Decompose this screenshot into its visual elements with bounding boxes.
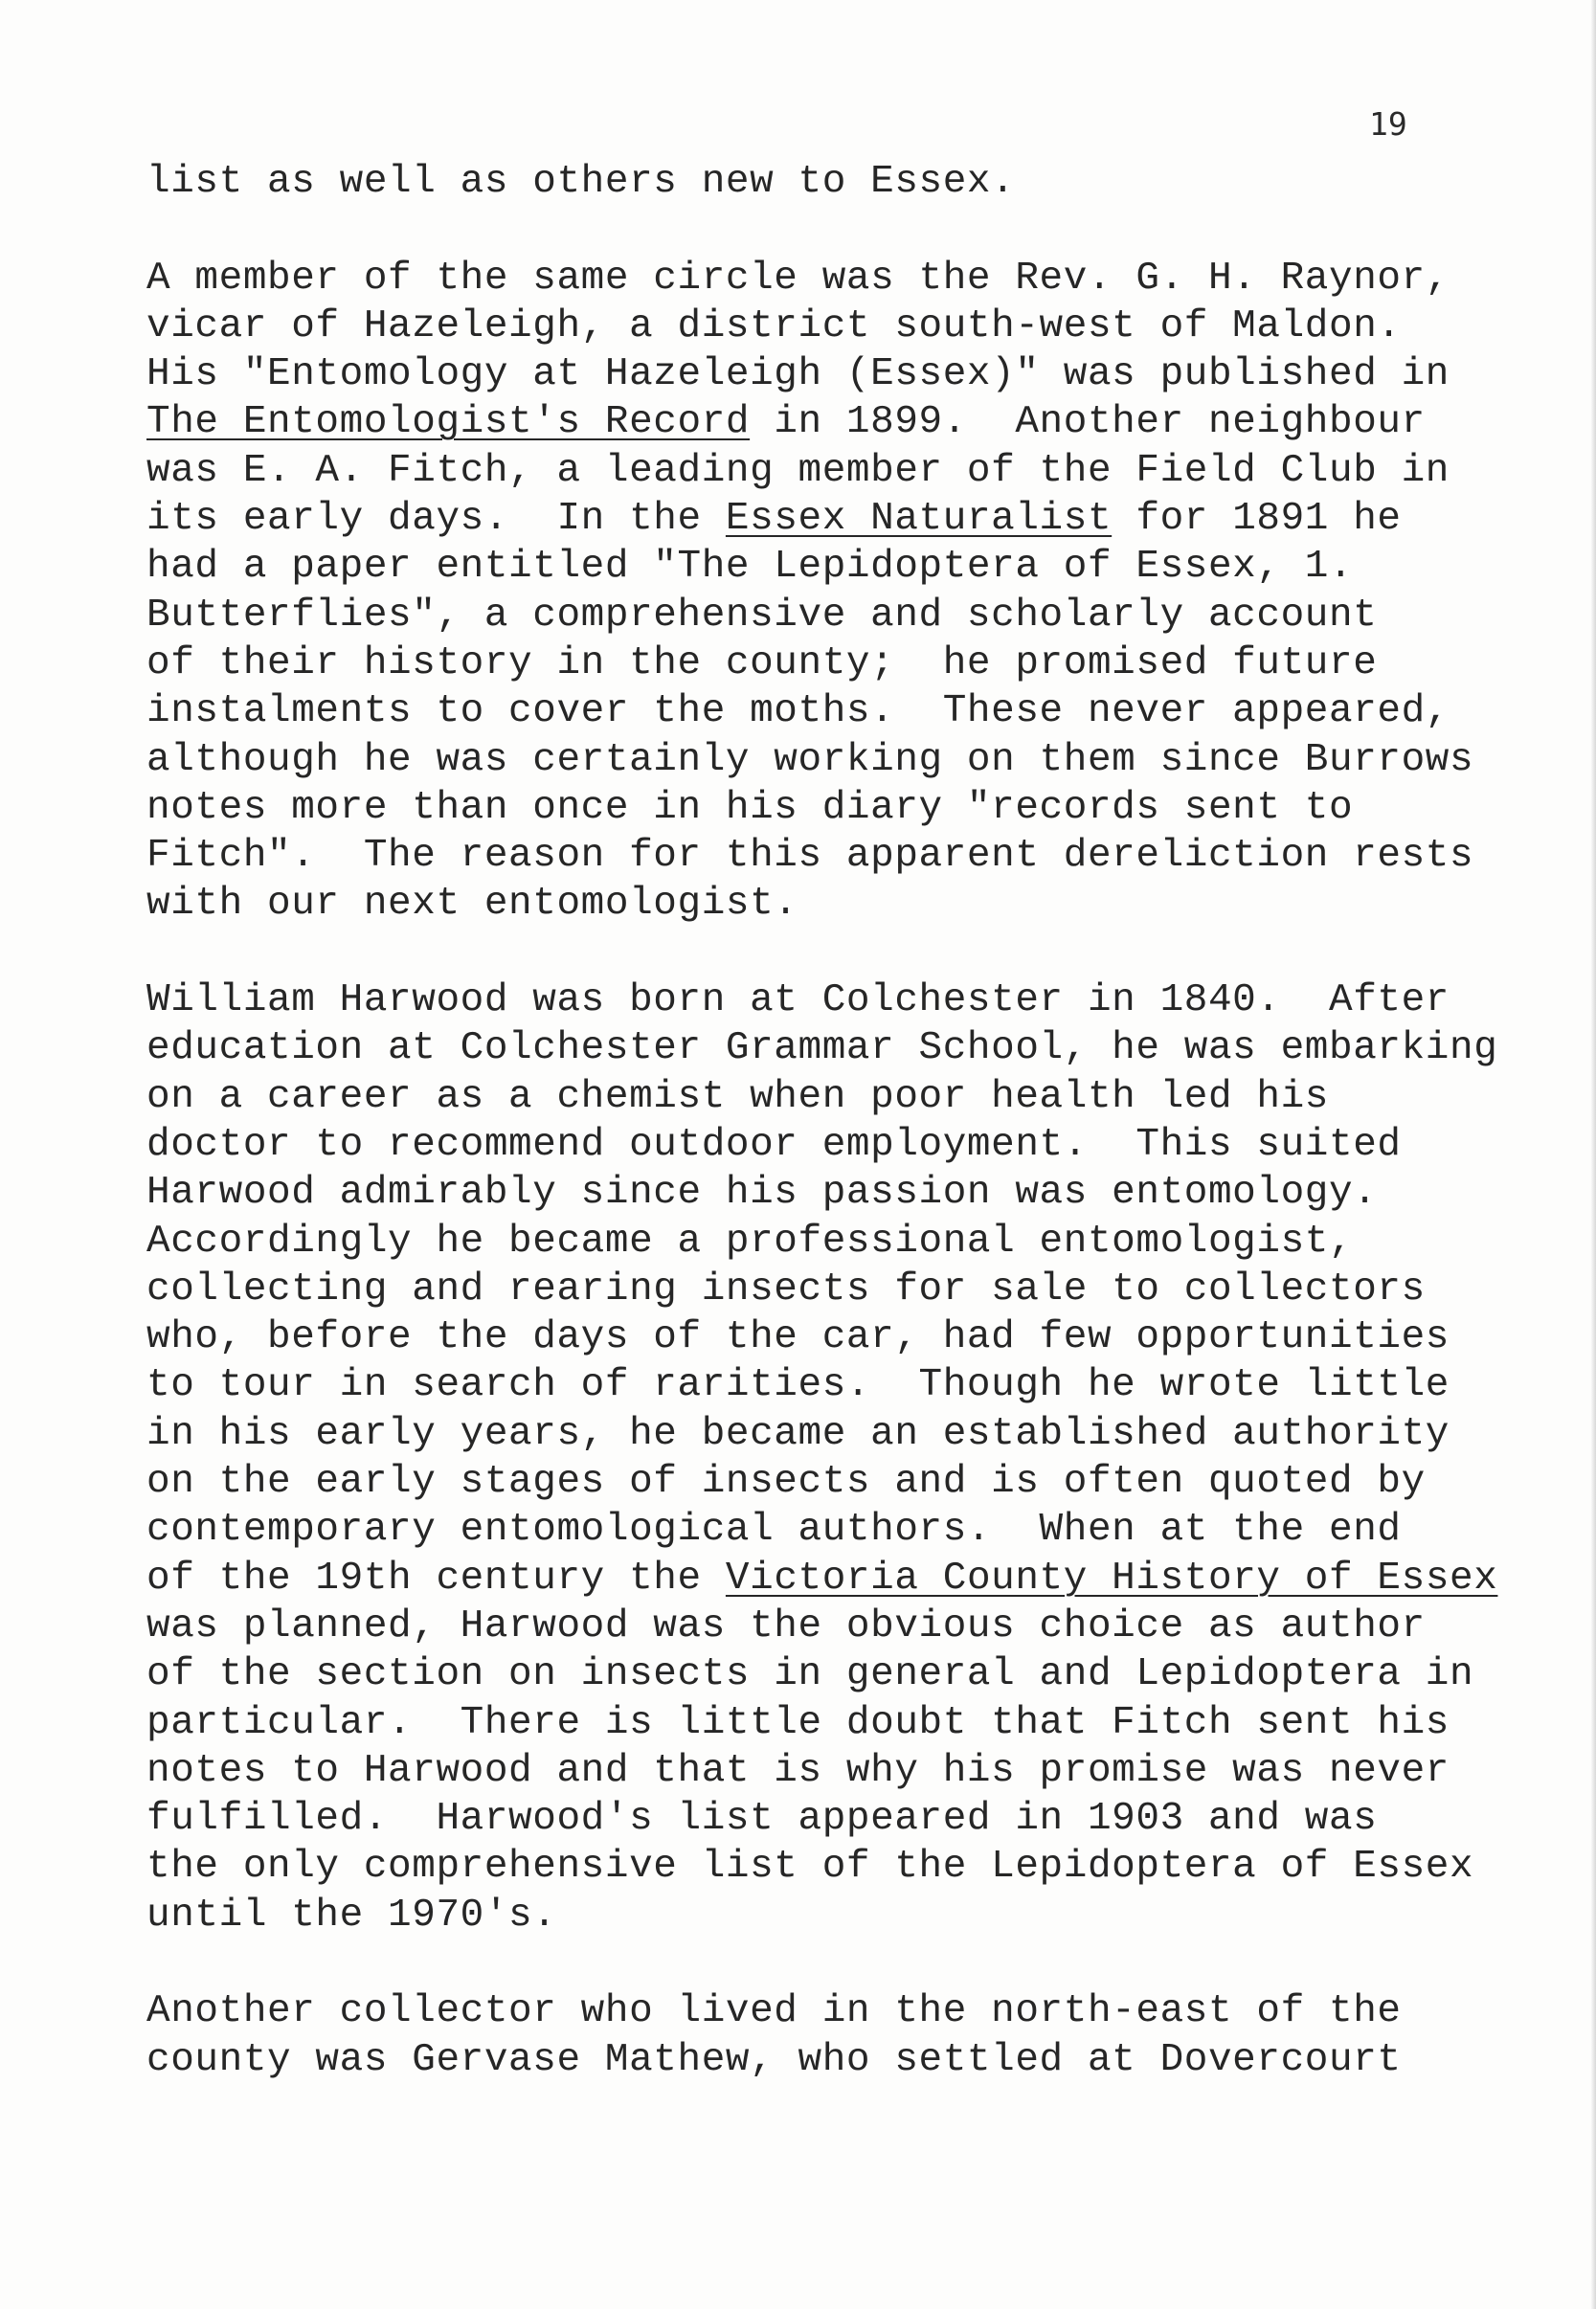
text-run: A member of the same circle was the Rev. G. H. Raynor, [146,256,1450,301]
text-line [146,880,1497,928]
text-run: Accordingly he became a professional entomologist, [146,1219,1354,1264]
text-line [146,1892,1497,1939]
text-run: to tour in search of rarities. Though he wrote little [146,1363,1450,1408]
paragraph [146,976,1497,1939]
paragraph-gap [146,929,1497,976]
text-line [146,1169,1497,1217]
text-run: education at Colchester Grammar School, he was embarking [146,1026,1498,1071]
paragraph [146,1987,1497,2084]
text-run: Fitch". The reason for this apparent dereliction rests [146,834,1474,879]
text-line [146,832,1497,880]
text-run: although he was certainly working on them since Burrows [146,737,1474,782]
text-run: in his early years, he became an established authority [146,1411,1450,1456]
paragraph [146,255,1497,929]
text-run: William Harwood was born at Colchester in 1840. After [146,978,1450,1023]
text-run: was E. A. Fitch, a leading member of the Field Club in [146,448,1450,493]
text-run: doctor to recommend outdoor employment. This suited [146,1122,1402,1167]
text-line [146,1795,1497,1843]
text-run: of their history in the county; he promised future [146,640,1378,685]
text-line [146,1458,1497,1506]
text-line [146,1266,1497,1313]
underlined-title: The Entomologist's Record [146,400,751,445]
text-run: until the 1970's. [146,1893,557,1938]
text-run: notes to Harwood and that is why his promise was never [146,1748,1450,1793]
text-run: on the early stages of insects and is often quoted by [146,1460,1426,1505]
text-run: contemporary entomological authors. When at the end [146,1508,1402,1553]
text-run: the only comprehensive list of the Lepidoptera of Essex [146,1845,1474,1890]
text-line [146,1555,1497,1603]
text-run: notes more than once in his diary "records sent to [146,785,1354,830]
body-text [146,158,1497,2084]
text-run: Another collector who lived in the north-east of the [146,1989,1402,2034]
text-line [146,1410,1497,1458]
text-run: vicar of Hazeleigh, a district south-west of Maldon. [146,303,1402,348]
text-run: had a paper entitled "The Lepidoptera of Essex, 1. [146,545,1354,590]
text-run: particular. There is little doubt that Fitch sent his [146,1700,1450,1745]
text-line [146,495,1497,543]
text-run: fulfilled. Harwood's list appeared in 1903 and was [146,1797,1378,1842]
text-line [146,158,1497,206]
text-line [146,1650,1497,1698]
underlined-title: Victoria County History of Essex [725,1556,1498,1601]
text-line [146,1361,1497,1409]
text-run: list as well as others new to Essex. [146,160,1016,204]
paragraph-gap [146,206,1497,254]
text-run: on a career as a chemist when poor health led his [146,1074,1329,1119]
text-line [146,350,1497,398]
text-line [146,1073,1497,1121]
text-run: its early days. In the [146,497,726,542]
text-line [146,784,1497,832]
text-line [146,1121,1497,1169]
text-run: who, before the days of the car, had few opportunities [146,1315,1450,1360]
text-line [146,447,1497,495]
text-line [146,1218,1497,1266]
page-edge-shadow [1590,0,1596,2309]
text-run: His "Entomology at Hazeleigh (Essex)" was published in [146,352,1450,397]
text-line [146,1747,1497,1795]
paragraph [146,158,1497,206]
text-run: for 1891 he [1112,497,1402,542]
text-line [146,1843,1497,1891]
text-run: was planned, Harwood was the obvious choice as author [146,1603,1426,1648]
text-run: instalments to cover the moths. These never appeared, [146,689,1450,734]
text-run: county was Gervase Mathew, who settled at Dovercourt [146,2037,1402,2082]
text-run: Harwood admirably since his passion was entomology. [146,1171,1378,1216]
text-line [146,255,1497,303]
underlined-title: Essex Naturalist [725,497,1113,542]
text-line [146,1024,1497,1072]
text-run: with our next entomologist. [146,882,798,927]
text-line [146,736,1497,784]
page-number: 19 [1369,105,1407,143]
text-line [146,1313,1497,1361]
text-line [146,639,1497,687]
text-run: of the 19th century the [146,1556,726,1601]
text-line [146,976,1497,1024]
text-line [146,1506,1497,1554]
text-line [146,592,1497,639]
text-run: in 1899. Another neighbour [750,400,1426,445]
text-run: collecting and rearing insects for sale to collectors [146,1267,1426,1311]
text-run: of the section on insects in general and Lepidoptera in [146,1652,1474,1697]
text-line [146,687,1497,735]
text-line [146,1987,1497,2035]
text-line [146,2036,1497,2084]
text-line [146,543,1497,591]
text-run: Butterflies", a comprehensive and scholarly account [146,593,1378,638]
paragraph-gap [146,1939,1497,1987]
text-line [146,1603,1497,1650]
text-line [146,1699,1497,1747]
text-line [146,398,1497,446]
text-line [146,303,1497,350]
